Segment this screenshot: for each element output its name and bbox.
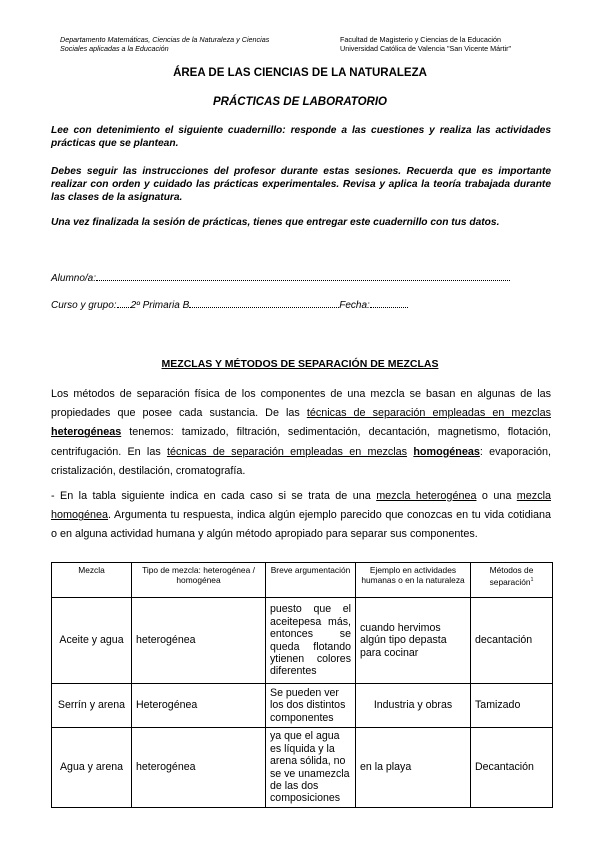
alumno-label: Alumno/a:: [51, 273, 97, 284]
instruction-2: Debes seguir las instrucciones del profesor durante estas sesiones. Recuerda que es importante realizar con orden y cuidado las prácticas experimentales. Revisa y aplica la teoría trabajada durante las clases de la asignatura.: [51, 166, 551, 203]
cell-tipo[interactable]: heterogénea: [132, 728, 266, 808]
cell-metodo[interactable]: Tamizado: [471, 684, 553, 728]
header-metodos: Métodos de separación$^1$: [471, 563, 553, 598]
header-right-line2: Universidad Católica de Valencia "San Vicente Mártir": [340, 44, 512, 53]
cell-mezcla: Aceite y agua: [52, 598, 132, 684]
cell-ejemplo[interactable]: Industria y obras: [356, 684, 471, 728]
cell-argumentacion[interactable]: Se pueden ver los dos distintos componentes: [266, 684, 356, 728]
cell-tipo[interactable]: heterogénea: [132, 598, 266, 684]
table-row: [52, 728, 553, 808]
cell-metodo[interactable]: decantación: [471, 598, 553, 684]
header-right-line1: Facultad de Magisterio y Ciencias de la Educación: [340, 35, 502, 44]
alumno-field[interactable]: [51, 271, 510, 284]
curso-value[interactable]: 2º Primaria B: [130, 300, 190, 311]
cell-mezcla: Serrín y arena: [52, 684, 132, 728]
cell-argumentacion[interactable]: ya que el agua es líquida y la arena sólida, no se ve unamezcla de las dos composiciones: [266, 728, 356, 808]
header-department: [60, 35, 320, 53]
cell-tipo[interactable]: Heterogénea: [132, 684, 266, 728]
cell-ejemplo[interactable]: en la playa: [356, 728, 471, 808]
cell-argumentacion[interactable]: puesto que el aceitepesa más, entonces se queda flotando ytienen colores diferentes: [266, 598, 356, 684]
paragraph-separation-methods: Los métodos de separación física de los componentes de una mezcla se basan en algunas de las propiedades que posee cada sustancia. De las técnicas de separación empleadas en mezclas heterogéneas tenemos: tamizado, filtración, sedimentación, decantación, magnetismo, flotación, centrifugación. En las técnicas de separación empleadas en mezclas homogéneas: evaporación, cristalización, destilación, cromatografía.: [51, 388, 551, 477]
fecha-line[interactable]: [370, 298, 408, 308]
header-argumentacion: Breve argumentación: [266, 563, 356, 598]
header-left-line2: Sociales aplicadas a la Educación: [60, 44, 169, 53]
paragraph-table-instructions: - En la tabla siguiente indica en cada caso si se trata de una mezcla heterogénea o una mezcla homogénea. Argumenta tu respuesta, indica algún ejemplo parecido que conozcas en tu vida cotidiana o en alguna actividad humana y algún método apropiado para separar sus componentes.: [51, 490, 551, 541]
cell-mezcla: Agua y arena: [52, 728, 132, 808]
curso-label: Curso y grupo:: [51, 300, 117, 311]
header-faculty: [340, 35, 580, 53]
instruction-1: Lee con detenimiento el siguiente cuadernillo: responde a las cuestiones y realiza las actividades prácticas que se plantean.: [51, 125, 551, 149]
cell-metodo[interactable]: Decantación: [471, 728, 553, 808]
header-ejemplo: Ejemplo en actividades humanas o en la naturaleza: [356, 563, 471, 598]
header-tipo: Tipo de mezcla: heterogénea / homogénea: [132, 563, 266, 598]
curso-field[interactable]: [51, 298, 408, 311]
table-row: [52, 684, 553, 728]
header-mezcla: Mezcla: [52, 563, 132, 598]
table-row: [52, 598, 553, 684]
practicas-title: PRÁCTICAS DE LABORATORIO: [213, 96, 387, 108]
footnote-mark: 1: [530, 577, 534, 583]
header-left-line1: Departamento Matemáticas, Ciencias de la Naturaleza y Ciencias: [60, 35, 270, 44]
mixtures-table: [51, 562, 553, 808]
section-title: MEZCLAS Y MÉTODOS DE SEPARACIÓN DE MEZCLAS: [161, 358, 439, 370]
area-title: ÁREA DE LAS CIENCIAS DE LA NATURALEZA: [173, 67, 427, 79]
cell-ejemplo[interactable]: cuando hervimos algún tipo depasta para cocinar: [356, 598, 471, 684]
table-header-row: [52, 563, 553, 598]
instruction-3: Una vez finalizada la sesión de prácticas, tienes que entregar este cuadernillo con tus datos.: [51, 217, 500, 228]
fecha-label: Fecha:: [339, 300, 370, 311]
alumno-line[interactable]: [96, 271, 510, 281]
